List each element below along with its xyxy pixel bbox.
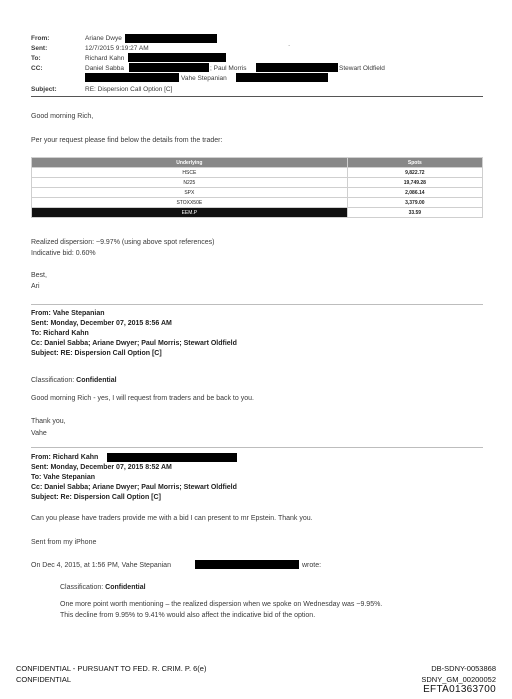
redaction-block bbox=[85, 73, 179, 82]
sent-value: 12/7/2015 9:19:27 AM bbox=[85, 45, 149, 52]
message-divider bbox=[31, 447, 483, 448]
greeting: Good morning Rich, bbox=[31, 113, 94, 120]
subject-value: RE: Dispersion Call Option [C] bbox=[85, 86, 173, 93]
quote-line-2: This decline from 9.95% to 9.41% would also affect the indicative bid of the option. bbox=[60, 612, 316, 619]
table-cell: 9,822.72 bbox=[347, 168, 482, 178]
table-cell: N225 bbox=[32, 178, 348, 188]
indicative-bid: Indicative bid: 0.60% bbox=[31, 250, 96, 257]
table-row bbox=[32, 208, 483, 218]
quote-intro: On Dec 4, 2015, at 1:56 PM, Vahe Stepanian bbox=[31, 562, 171, 569]
table-row bbox=[32, 188, 483, 198]
redaction-block bbox=[256, 63, 338, 72]
table-cell: 2,086.14 bbox=[347, 188, 482, 198]
cc-value-1: Daniel Sabba bbox=[85, 65, 125, 72]
email3-cc: Cc: Daniel Sabba; Ariane Dwyer; Paul Morris; Stewart Oldfield bbox=[31, 484, 237, 491]
footer-efta-number: EFTA01363700 bbox=[423, 684, 496, 695]
email3-from: From: Richard Kahn bbox=[31, 454, 99, 461]
redaction-block bbox=[236, 73, 328, 82]
redaction-block bbox=[128, 53, 226, 62]
header-divider bbox=[31, 96, 483, 97]
table-row bbox=[32, 198, 483, 208]
signature: Ari bbox=[31, 283, 40, 290]
redaction-block bbox=[125, 34, 217, 43]
table-cell: 3,379.00 bbox=[347, 198, 482, 208]
quote-wrote: wrote: bbox=[302, 562, 322, 569]
table-cell: STOXX50E bbox=[32, 198, 348, 208]
email2-body: Good morning Rich - yes, I will request from traders and be back to you. bbox=[31, 395, 254, 402]
from-value: Ariane Dwye bbox=[85, 35, 122, 42]
message-divider bbox=[31, 304, 483, 305]
from-label: From: bbox=[31, 35, 50, 42]
email2-from: From: Vahe Stepanian bbox=[31, 310, 105, 317]
email3-classification bbox=[60, 584, 146, 591]
email2-classification bbox=[31, 377, 117, 384]
email2-signature: Vahe bbox=[31, 430, 47, 437]
classification-label: Classification: bbox=[60, 584, 104, 591]
footer-bates-1: DB-SDNY-0053868 bbox=[431, 664, 496, 673]
classification-value: Confidential bbox=[105, 584, 146, 591]
table-cell: SPX bbox=[32, 188, 348, 198]
redaction-block bbox=[195, 560, 299, 569]
table-row bbox=[32, 178, 483, 188]
table-row bbox=[32, 168, 483, 178]
email2-to: To: Richard Kahn bbox=[31, 330, 89, 337]
sent-label: Sent: bbox=[31, 45, 48, 52]
email3-subject: Subject: Re: Dispersion Call Option [C] bbox=[31, 494, 161, 501]
footer-bates-2: SDNY_GM_00200052 bbox=[421, 675, 496, 684]
table-cell: 19,749.28 bbox=[347, 178, 482, 188]
email2-subject: Subject: RE: Dispersion Call Option [C] bbox=[31, 350, 162, 357]
email2-closing: Thank you, bbox=[31, 418, 66, 425]
email3-to: To: Vahe Stepanian bbox=[31, 474, 96, 481]
table-cell: 33.59 bbox=[347, 208, 482, 218]
email2-cc: Cc: Daniel Sabba; Ariane Dwyer; Paul Morris; Stewart Oldfield bbox=[31, 340, 237, 347]
table-header: Spots bbox=[347, 158, 482, 168]
table-cell: HSCE bbox=[32, 168, 348, 178]
redaction-block bbox=[129, 63, 209, 72]
cc-label: CC: bbox=[31, 65, 43, 72]
table-header: Underlying bbox=[32, 158, 348, 168]
subject-label: Subject: bbox=[31, 86, 57, 93]
to-value: Richard Kahn bbox=[85, 55, 125, 62]
cc-value-3: Stewart Oldfield bbox=[339, 65, 385, 72]
footer-confidential: CONFIDENTIAL bbox=[16, 675, 72, 684]
table-cell: EEM.P bbox=[32, 208, 348, 218]
realized-dispersion: Realized dispersion: ~9.97% (using above spot references) bbox=[31, 239, 215, 246]
quote-line-1: One more point worth mentioning – the realized dispersion when we spoke on Wednesday was ~9.95%. bbox=[60, 601, 383, 608]
stray-mark: · bbox=[288, 42, 291, 49]
classification-label: Classification: bbox=[31, 377, 75, 384]
cc-value-4: Vahe Stepanian bbox=[181, 75, 227, 82]
cc-value-2: ; Paul Morris bbox=[210, 65, 247, 72]
email2-sent: Sent: Monday, December 07, 2015 8:56 AM bbox=[31, 320, 172, 327]
email3-sent: Sent: Monday, December 07, 2015 8:52 AM bbox=[31, 464, 172, 471]
redaction-block bbox=[107, 453, 237, 462]
sent-from: Sent from my iPhone bbox=[31, 539, 97, 546]
footer-confidential-notice: CONFIDENTIAL - PURSUANT TO FED. R. CRIM. P. 6(e) bbox=[16, 664, 207, 673]
to-label: To: bbox=[31, 55, 41, 62]
intro-line: Per your request please find below the details from the trader: bbox=[31, 137, 223, 144]
closing: Best, bbox=[31, 272, 47, 279]
classification-value: Confidential bbox=[76, 377, 117, 384]
email3-body: Can you please have traders provide me with a bid I can present to mr Epstein. Thank you. bbox=[31, 515, 313, 522]
trader-table bbox=[31, 157, 483, 218]
